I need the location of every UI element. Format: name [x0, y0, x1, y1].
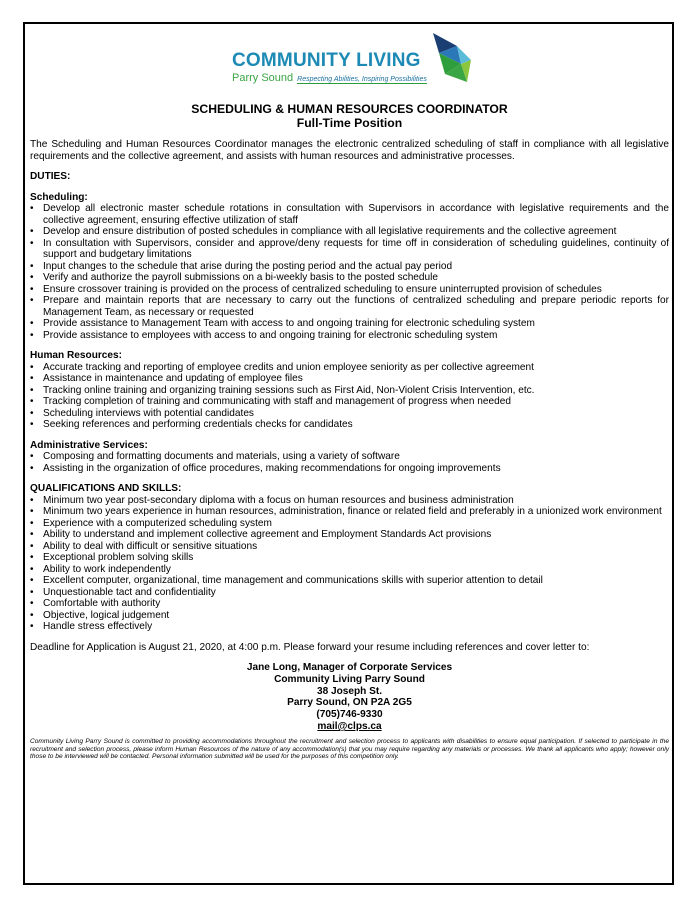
list-item: • Prepare and maintain reports that are necessary to carry out the functions of centralized scheduling and prepare periodic reports for Management Team, as necessary or requested — [30, 295, 669, 318]
contact-phone: (705)746-9330 — [316, 709, 383, 721]
list-item: • Tracking completion of training and communicating with staff and management of progress when needed — [30, 396, 669, 408]
contact-organization: Community Living Parry Sound — [274, 673, 425, 685]
organization-logo — [25, 30, 676, 102]
list-item: • Ensure crossover training is provided on the process of centralized scheduling to ensure uninterrupted provision of schedules — [30, 284, 669, 296]
list-item: • Excellent computer, organizational, time management and communications skills with superior attention to detail — [30, 575, 669, 587]
list-item: • Develop all electronic master schedule rotations in consultation with Supervisors in accordance with legislative requirements and the collective agreement, ensuring effective utilization of staff — [30, 203, 669, 226]
list-item: • Accurate tracking and reporting of employee credits and union employee seniority as per collective agreement — [30, 362, 669, 374]
logo-text — [232, 50, 427, 86]
administrative-list — [30, 451, 669, 474]
list-item: • Minimum two year post-secondary diploma with a focus on human resources and business administration — [30, 495, 669, 507]
list-item: • Composing and formatting documents and materials, using a variety of software — [30, 451, 669, 463]
list-item: • Provide assistance to employees with access to and ongoing training for electronic scheduling system — [30, 330, 669, 342]
list-item: • Ability to work independently — [30, 564, 669, 576]
list-item: • Exceptional problem solving skills — [30, 552, 669, 564]
logo-subline — [232, 72, 427, 86]
list-item: • Tracking online training and organizing training sessions such as First Aid, Non-Violent Crisis Intervention, etc. — [30, 385, 669, 397]
list-item: • Experience with a computerized scheduling system — [30, 518, 669, 530]
job-title: SCHEDULING & HUMAN RESOURCES COORDINATOR — [191, 102, 508, 116]
human-resources-list — [30, 362, 669, 431]
intro-paragraph: The Scheduling and Human Resources Coordinator manages the electronic centralized scheduling of staff in compliance with all legislative requirements and the collective agreement, and assists with human resources and administrative processes. — [30, 139, 669, 162]
document-body — [30, 102, 669, 761]
logo-mark-icon — [427, 30, 472, 90]
list-item: • Assistance in maintenance and updating of employee files — [30, 373, 669, 385]
contact-email-link[interactable]: mail@clps.ca — [317, 720, 382, 732]
list-item: • Ability to understand and implement collective agreement and Employment Standards Act provisions — [30, 529, 669, 541]
list-item: • In consultation with Supervisors, consider and approve/deny requests for time off in consideration of scheduling guidelines, continuity of support and budgetary limitations — [30, 238, 669, 261]
application-deadline: Deadline for Application is August 21, 2020, at 4:00 p.m. Please forward your resume including references and cover letter to: — [30, 641, 590, 653]
list-item: • Scheduling interviews with potential candidates — [30, 408, 669, 420]
logo-name: COMMUNITY LIVING — [232, 50, 421, 71]
scheduling-list — [30, 203, 669, 341]
list-item: • Seeking references and performing credentials checks for candidates — [30, 419, 669, 431]
list-item: • Objective, logical judgement — [30, 610, 669, 622]
contact-street: 38 Joseph St. — [316, 685, 383, 697]
list-item: • Unquestionable tact and confidentiality — [30, 587, 669, 599]
list-item: • Comfortable with authority — [30, 598, 669, 610]
job-type: Full-Time Position — [296, 116, 403, 130]
qualifications-heading: QUALIFICATIONS AND SKILLS: — [30, 483, 182, 494]
list-item: • Verify and authorize the payroll submissions on a bi-weekly basis to the posted schedule — [30, 272, 669, 284]
logo-place: Parry Sound — [232, 72, 294, 84]
qualifications-list — [30, 495, 669, 633]
document-frame — [23, 22, 674, 885]
accommodation-footnote: Community Living Parry Sound is committed to providing accommodations throughout the recruitment and selection process to applicants with disabilities to ensure equal participation. If selected to participate in the recruitment and selection process, please inform Human Resources of the nature of any accommodation(s) that you may require regarding any materials or processes. We thank all applicants who apply; however only those to be interviewed will be contacted. Personal information submitted will be used for the purposes of this competition only. — [30, 737, 669, 761]
list-item: • Ability to deal with difficult or sensitive situations — [30, 541, 669, 553]
list-item: • Handle stress effectively — [30, 621, 669, 633]
list-item: • Provide assistance to Management Team with access to and ongoing training for electronic scheduling system — [30, 318, 669, 330]
duties-heading: DUTIES: — [30, 171, 71, 182]
list-item: • Minimum two years experience in human resources, administration, finance or related field and preferably in a unionized work environment — [30, 506, 669, 518]
list-item: • Input changes to the schedule that arise during the posting period and the actual pay period — [30, 261, 669, 273]
contact-city: Parry Sound, ON P2A 2G5 — [287, 697, 412, 709]
administrative-heading: Administrative Services: — [30, 439, 148, 451]
logo-tagline: Respecting Abilities, Inspiring Possibilities — [297, 76, 427, 83]
list-item: • Assisting in the organization of office procedures, making recommendations for ongoing improvements — [30, 463, 669, 475]
human-resources-heading: Human Resources: — [30, 350, 122, 361]
list-item: • Develop and ensure distribution of posted schedules in compliance with all legislative requirements and the collective agreement — [30, 226, 669, 238]
contact-name: Jane Long, Manager of Corporate Services — [246, 662, 453, 673]
contact-block — [30, 662, 669, 733]
scheduling-heading: Scheduling: — [30, 191, 88, 203]
